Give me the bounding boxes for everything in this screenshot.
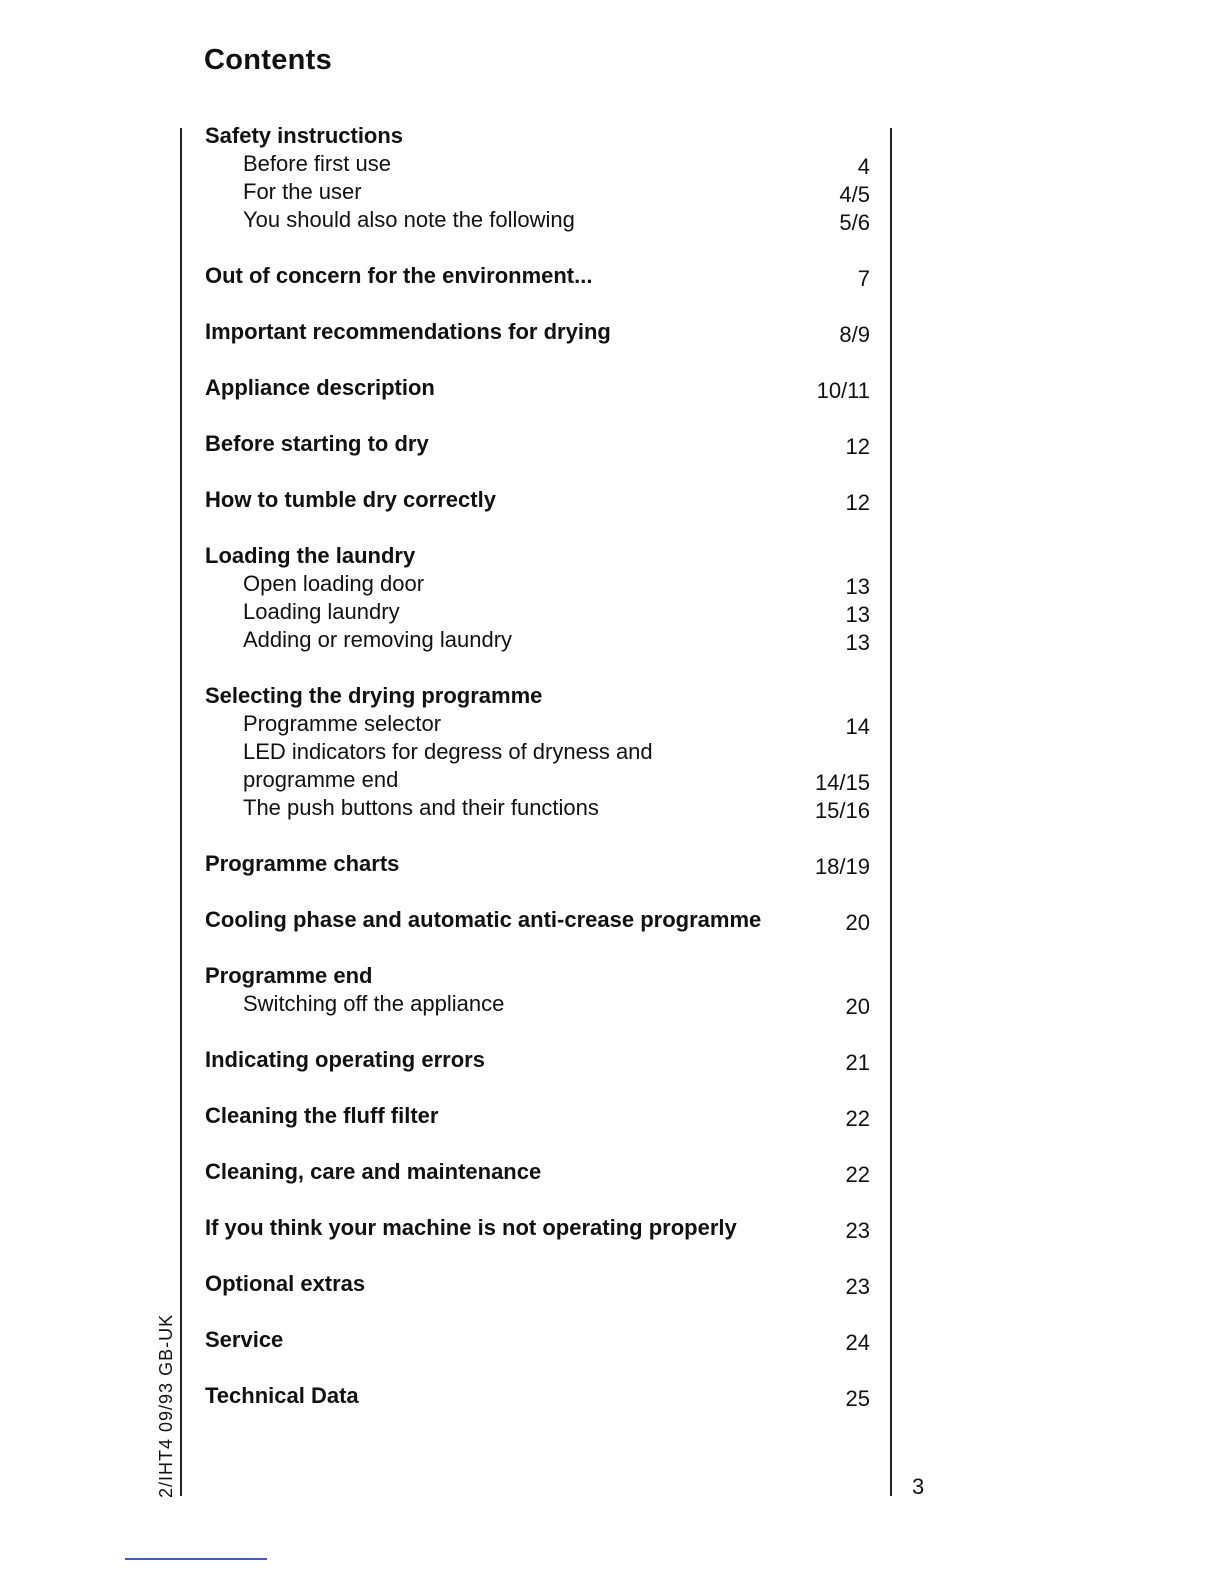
toc-heading[interactable] [205,122,870,150]
toc-page-number: 5/6 [839,210,870,235]
toc-section [205,682,870,822]
toc-heading[interactable] [205,1382,870,1410]
toc-section [205,1158,870,1186]
toc-page-number: 13 [845,574,870,599]
toc-section [205,122,870,234]
toc-page-number: 21 [845,1050,870,1075]
toc-subentry-title: Switching off the appliance [243,991,505,1016]
toc-heading[interactable] [205,318,870,346]
toc-page-number: 14 [845,714,870,739]
toc-section [205,1382,870,1410]
toc-heading[interactable] [205,486,870,514]
right-rule-divider [890,128,892,1496]
toc-page-number: 13 [845,602,870,627]
toc-heading[interactable] [205,962,870,990]
toc-heading-title: Cleaning the fluff filter [205,1103,439,1128]
toc-heading[interactable] [205,1214,870,1242]
toc-section [205,850,870,878]
toc-section [205,962,870,1018]
toc-heading-title: Technical Data [205,1383,359,1408]
toc-page-number: 14/15 [814,770,870,795]
toc-subentry[interactable] [205,178,870,206]
toc-subentry[interactable] [205,570,870,598]
toc-page-number: 22 [845,1106,870,1131]
toc-section [205,1046,870,1074]
toc-page-number: 12 [845,434,870,459]
toc-heading-title: Safety instructions [205,123,404,148]
toc-heading[interactable] [205,1046,870,1074]
toc-subentry-title: Programme selector [243,711,442,736]
toc-heading-title: Optional extras [205,1271,366,1296]
toc-heading[interactable] [205,906,870,934]
toc-heading[interactable] [205,262,870,290]
left-rule-divider [180,128,182,1496]
toc-section [205,1214,870,1242]
toc-section [205,486,870,514]
toc-heading-title: Programme charts [205,851,400,876]
toc-section [205,318,870,346]
toc-page-number: 7 [857,266,870,291]
toc-section [205,906,870,934]
toc-heading-title: Cleaning, care and maintenance [205,1159,542,1184]
toc-page-number: 20 [845,994,870,1019]
toc-subentry[interactable] [205,990,870,1018]
page-number: 3 [912,1474,925,1499]
toc-heading-title: Important recommendations for drying [205,319,611,344]
toc-subentry[interactable] [205,598,870,626]
toc-subentry[interactable] [205,710,870,738]
toc-heading-title: Appliance description [205,375,435,400]
toc-subentry[interactable] [205,150,870,178]
toc-page-number: 10/11 [816,378,870,403]
toc-heading-title: How to tumble dry correctly [205,487,496,512]
table-of-contents [205,122,870,1438]
toc-subentry[interactable] [205,738,870,766]
bottom-divider [125,1558,267,1560]
toc-page-number: 20 [845,910,870,935]
toc-section [205,430,870,458]
toc-subentry-title: Adding or removing laundry [243,627,513,652]
toc-heading[interactable] [205,430,870,458]
toc-page-number: 24 [845,1330,870,1355]
toc-subentry-title: The push buttons and their functions [243,795,599,820]
toc-page-number: 12 [845,490,870,515]
toc-page-number: 13 [845,630,870,655]
toc-subentry-title: Open loading door [243,571,425,596]
page-title: Contents [204,44,333,76]
toc-heading-title: Before starting to dry [205,431,429,456]
toc-page-number: 4/5 [839,182,870,207]
toc-subentry-title: For the user [243,179,362,204]
toc-heading[interactable] [205,1270,870,1298]
toc-page-number: 23 [845,1218,870,1243]
toc-heading[interactable] [205,850,870,878]
toc-heading-title: Programme end [205,963,373,988]
toc-section [205,1102,870,1130]
toc-heading[interactable] [205,682,870,710]
toc-section [205,1326,870,1354]
toc-heading-title: If you think your machine is not operating properly [205,1215,737,1240]
toc-page-number: 22 [845,1162,870,1187]
toc-section [205,542,870,654]
toc-page-number: 4 [857,154,870,179]
toc-heading-title: Service [205,1327,284,1352]
toc-page-number: 25 [845,1386,870,1411]
toc-section [205,262,870,290]
document-code: 2/IHT4 09/93 GB-UK [156,1313,176,1498]
toc-heading[interactable] [205,374,870,402]
toc-section [205,374,870,402]
toc-heading[interactable] [205,1326,870,1354]
toc-heading-title: Out of concern for the environment... [205,263,593,288]
toc-heading[interactable] [205,542,870,570]
toc-heading-title: Loading the laundry [205,543,416,568]
toc-subentry-title: Loading laundry [243,599,400,624]
toc-heading-title: Indicating operating errors [205,1047,485,1072]
toc-subentry-title: You should also note the following [243,207,575,232]
toc-page-number: 8/9 [839,322,870,347]
toc-subentry-title: programme end [243,767,399,792]
toc-page-number: 23 [845,1274,870,1299]
toc-subentry[interactable] [205,626,870,654]
toc-section [205,1270,870,1298]
toc-subentry[interactable] [205,766,870,794]
toc-page-number: 15/16 [814,798,870,823]
toc-subentry-title: LED indicators for degress of dryness and [243,739,653,764]
toc-subentry[interactable] [205,206,870,234]
toc-heading-title: Cooling phase and automatic anti-crease programme [205,907,762,932]
toc-page-number: 18/19 [814,854,870,879]
toc-subentry-title: Before first use [243,151,391,176]
toc-heading-title: Selecting the drying programme [205,683,543,708]
toc-heading[interactable] [205,1158,870,1186]
toc-heading[interactable] [205,1102,870,1130]
toc-subentry[interactable] [205,794,870,822]
